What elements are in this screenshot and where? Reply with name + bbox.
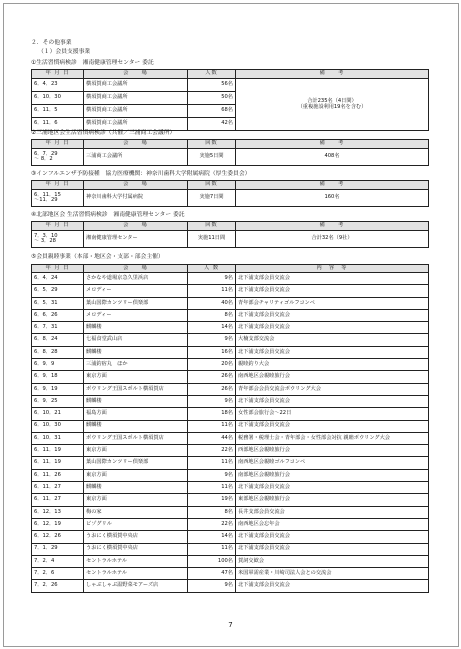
page-number: 7: [228, 621, 233, 629]
contents-cell: 北下浦支部会員交流会: [236, 273, 429, 285]
venue-cell: 七福食堂武山店: [84, 334, 188, 346]
date-cell: 6．10．21: [32, 408, 84, 420]
header-count: 回数: [188, 222, 236, 231]
contents-cell: 青年部会チャリティゴルフコンペ: [236, 297, 429, 309]
header-count: 回数: [188, 181, 236, 190]
contents-cell: 税務署・税理士会・青年部会・女性部会対抗 親睦ボウリング大会: [236, 432, 429, 444]
date-cell: 7．2．6: [32, 568, 84, 580]
date-cell: 6．8．28: [32, 346, 84, 358]
venue-cell: 東京方面: [84, 494, 188, 506]
count-cell: 26名: [188, 371, 236, 383]
venue-cell: しゃぶしゃぶ温野菜モアーズ店: [84, 580, 188, 592]
header-count: 人 数: [188, 265, 236, 273]
venue-cell: うおにく横須賀中央店: [84, 543, 188, 555]
table-row: [32, 231, 429, 248]
count-cell: 実施5日間: [188, 149, 236, 166]
date-cell: 6．6．26: [32, 309, 84, 321]
venue-cell: 葉山国際カンツリー倶楽部: [84, 457, 188, 469]
date-cell: 6．10．31: [32, 432, 84, 444]
count-cell: 11名: [188, 543, 236, 555]
table-row: [32, 383, 429, 395]
count-cell: 9名: [188, 469, 236, 481]
date-cell: 6．12．26: [32, 531, 84, 543]
date-cell: 6．7．31: [32, 322, 84, 334]
venue-cell: 福島方面: [84, 408, 188, 420]
note-cell: 合計32名（9社）: [236, 231, 429, 248]
table-row: [32, 506, 429, 518]
venue-cell: 神奈川歯科大学付属病院: [84, 190, 188, 207]
table-row: [32, 432, 429, 444]
count-cell: 11名: [188, 420, 236, 432]
venue-cell: 東京方面: [84, 371, 188, 383]
venue-cell: 三浦釣宿丸 ほか: [84, 359, 188, 371]
table-header-row: [32, 70, 429, 79]
table-row: [32, 359, 429, 371]
contents-cell: 北下浦支部会員交流会: [236, 309, 429, 321]
section-title: ２．その他事業: [31, 40, 72, 46]
table-row: [32, 334, 429, 346]
count-cell: 8名: [188, 506, 236, 518]
table-row: [32, 555, 429, 567]
contents-cell: 北下浦支部会員交流会: [236, 531, 429, 543]
header-contents: 内 容 等: [236, 265, 429, 273]
contents-cell: 大楠支部交流会: [236, 334, 429, 346]
s5-table: [31, 264, 429, 593]
date-cell: 7．3．10 ～ 3．28: [32, 231, 84, 248]
contents-cell: 南部地区会親睦旅行会: [236, 469, 429, 481]
date-cell: 6．12．13: [32, 506, 84, 518]
contents-cell: 長井支部会員交流会: [236, 506, 429, 518]
date-cell: 6．11．6: [32, 118, 84, 131]
venue-cell: 麒麟楼: [84, 420, 188, 432]
date-cell: 7．2．26: [32, 580, 84, 592]
venue-cell: 東京方面: [84, 469, 188, 481]
venue-cell: 東京方面: [84, 445, 188, 457]
count-cell: 22名: [188, 445, 236, 457]
count-cell: 9名: [188, 395, 236, 407]
table-row: [32, 482, 429, 494]
date-cell: 6．11．27: [32, 482, 84, 494]
count-cell: 8名: [188, 309, 236, 321]
date-cell: 6．11．26: [32, 469, 84, 481]
count-cell: 実施7日間: [188, 190, 236, 207]
header-count: 人数: [188, 70, 236, 79]
date-cell: 6．5．29: [32, 285, 84, 297]
header-date: 年 月 日: [32, 181, 84, 190]
contents-cell: 西部地区会親睦旅行会: [236, 445, 429, 457]
count-cell: 14名: [188, 322, 236, 334]
date-cell: 6．11．19: [32, 457, 84, 469]
count-cell: 47名: [188, 568, 236, 580]
header-notes: 備 考: [236, 181, 429, 190]
date-cell: 6．7．29 ～ 8．2: [32, 149, 84, 166]
count-cell: 22名: [188, 518, 236, 530]
venue-cell: 葉山国際カンツリー倶楽部: [84, 297, 188, 309]
date-cell: 6．8．24: [32, 334, 84, 346]
contents-cell: 賀詞交歓会: [236, 555, 429, 567]
venue-cell: セントラルホテル: [84, 568, 188, 580]
table-row: [32, 371, 429, 383]
header-date: 年 月 日: [32, 222, 84, 231]
venue-cell: メロディー: [84, 285, 188, 297]
count-cell: 9名: [188, 580, 236, 592]
contents-cell: 北下浦支部会員交流会: [236, 285, 429, 297]
venue-cell: 麒麟楼: [84, 482, 188, 494]
header-date: 年 月 日: [32, 70, 84, 79]
header-date: 年 月 日: [32, 265, 84, 273]
venue-cell: さかなや道場京急久里浜店: [84, 273, 188, 285]
contents-cell: 北下浦支部会員交流会: [236, 543, 429, 555]
table-row: [32, 322, 429, 334]
count-cell: 26名: [188, 383, 236, 395]
date-cell: 6．11．19: [32, 445, 84, 457]
count-cell: 14名: [188, 531, 236, 543]
s5-heading: ⑤会員親睦事業（本部・地区会・支部・部会主催）: [31, 254, 164, 260]
date-cell: 6．4．23: [32, 79, 84, 92]
count-cell: 20名: [188, 359, 236, 371]
count-cell: 42名: [188, 118, 236, 131]
table-row: [32, 297, 429, 309]
table-row: [32, 568, 429, 580]
header-notes: 備 考: [236, 70, 429, 79]
table-row: [32, 408, 429, 420]
date-cell: 6．9．19: [32, 383, 84, 395]
count-cell: 56名: [188, 79, 236, 92]
table-row: [32, 346, 429, 358]
header-venue: 会 場: [84, 265, 188, 273]
contents-cell: 北下浦支部会員交流会: [236, 395, 429, 407]
contents-cell: 東部地区会親睦旅行会: [236, 494, 429, 506]
s3-table: [31, 180, 429, 207]
table-header-row: [32, 140, 429, 149]
count-cell: 9名: [188, 334, 236, 346]
date-cell: 6．4．24: [32, 273, 84, 285]
contents-cell: 南西地区会親睦ゴルフコンペ: [236, 457, 429, 469]
table-row: [32, 285, 429, 297]
venue-cell: 横須賀商工会議所: [84, 79, 188, 92]
header-notes: 備 考: [236, 140, 429, 149]
venue-cell: ボウリング王国スポルト横須賀店: [84, 432, 188, 444]
s4-table: [31, 221, 429, 248]
venue-cell: 麒麟楼: [84, 395, 188, 407]
header-venue: 会 場: [84, 181, 188, 190]
s1-note-cell: 合計235名（4日間） （重複施設利用19名を含む）: [236, 79, 429, 131]
date-cell: 6．9．9: [32, 359, 84, 371]
header-date: 年 月 日: [32, 140, 84, 149]
table-row: [32, 580, 429, 592]
date-cell: 6．5．31: [32, 297, 84, 309]
table-row: [32, 494, 429, 506]
count-cell: 16名: [188, 346, 236, 358]
date-cell: 7．1．29: [32, 543, 84, 555]
s2-heading: ②三浦地区会生活習慣病検診（共催／三浦商工会議所）: [31, 130, 176, 136]
venue-cell: 三浦商工会議所: [84, 149, 188, 166]
date-cell: 6．9．18: [32, 371, 84, 383]
header-venue: 会 場: [84, 70, 188, 79]
count-cell: 40名: [188, 297, 236, 309]
venue-cell: 麒麟楼: [84, 346, 188, 358]
table-row: [32, 395, 429, 407]
table-row: [32, 79, 429, 92]
s1-table: [31, 69, 429, 131]
contents-cell: 南西地区会親睦旅行会: [236, 371, 429, 383]
contents-cell: 青年部会会員交流会ボウリング大会: [236, 383, 429, 395]
contents-cell: 北下浦支部会員交流会: [236, 420, 429, 432]
header-notes: 備 考: [236, 222, 429, 231]
date-cell: 6．10．30: [32, 92, 84, 105]
table-row: [32, 309, 429, 321]
table-row: [32, 445, 429, 457]
s2-table: [31, 139, 429, 166]
count-cell: 50名: [188, 92, 236, 105]
table-row: [32, 420, 429, 432]
date-cell: 7．2．4: [32, 555, 84, 567]
table-row: [32, 190, 429, 207]
date-cell: 6．10．30: [32, 420, 84, 432]
header-venue: 会 場: [84, 140, 188, 149]
s1-heading: ①生活習慣病検診 湘南健康管理センター 委託: [31, 60, 154, 66]
table-header-row: [32, 222, 429, 231]
table-row: [32, 149, 429, 166]
contents-cell: 親睦釣り大会: [236, 359, 429, 371]
count-cell: 11名: [188, 285, 236, 297]
date-cell: 6．11．27: [32, 494, 84, 506]
s4-heading: ④北部地区会 生活習慣病検診 湘南健康管理センター 委託: [31, 212, 185, 218]
venue-cell: 湘南健康管理センター: [84, 231, 188, 248]
count-cell: 18名: [188, 408, 236, 420]
venue-cell: ボウリング王国スポルト横須賀店: [84, 383, 188, 395]
count-cell: 44名: [188, 432, 236, 444]
venue-cell: 麒麟楼: [84, 322, 188, 334]
venue-cell: 横須賀商工会議所: [84, 105, 188, 118]
header-venue: 会 場: [84, 222, 188, 231]
table-row: [32, 518, 429, 530]
table-row: [32, 469, 429, 481]
date-cell: 6．9．25: [32, 395, 84, 407]
contents-cell: 北下浦支部会員交流会: [236, 346, 429, 358]
header-count: 回数: [188, 140, 236, 149]
contents-cell: 北下浦支部会員交流会: [236, 482, 429, 494]
contents-cell: 北下浦支部会員交流会: [236, 580, 429, 592]
date-cell: 6．11．5: [32, 105, 84, 118]
count-cell: 9名: [188, 273, 236, 285]
count-cell: 19名: [188, 494, 236, 506]
date-cell: 6．11．15 ～11．29: [32, 190, 84, 207]
table-row: [32, 531, 429, 543]
table-header-row: [32, 181, 429, 190]
date-cell: 6．12．19: [32, 518, 84, 530]
venue-cell: 梅の家: [84, 506, 188, 518]
section-subtitle: （１）会員支援事業: [38, 49, 91, 55]
contents-cell: 北下浦支部会員交流会: [236, 322, 429, 334]
table-header-row: [32, 265, 429, 273]
venue-cell: メロディー: [84, 309, 188, 321]
venue-cell: うおにく横須賀中央店: [84, 531, 188, 543]
table-row: [32, 543, 429, 555]
contents-cell: 米国軍需産業・川崎司法人会との交流会: [236, 568, 429, 580]
venue-cell: 横須賀商工会議所: [84, 118, 188, 131]
count-cell: 11名: [188, 482, 236, 494]
count-cell: 100名: [188, 555, 236, 567]
note-cell: 408名: [236, 149, 429, 166]
venue-cell: 横須賀商工会議所: [84, 92, 188, 105]
count-cell: 11名: [188, 457, 236, 469]
venue-cell: セントラルホテル: [84, 555, 188, 567]
count-cell: 68名: [188, 105, 236, 118]
note-cell: 160名: [236, 190, 429, 207]
table-row: [32, 273, 429, 285]
s3-heading: ③インフルエンザ予防接種 協力医療機関：神奈川歯科大学附属病院（厚生委員会）: [31, 171, 251, 177]
contents-cell: 南西地区会忘年会: [236, 518, 429, 530]
table-row: [32, 457, 429, 469]
venue-cell: ビゾグリル: [84, 518, 188, 530]
contents-cell: 女性部会旅行会～22日: [236, 408, 429, 420]
count-cell: 実施11日間: [188, 231, 236, 248]
